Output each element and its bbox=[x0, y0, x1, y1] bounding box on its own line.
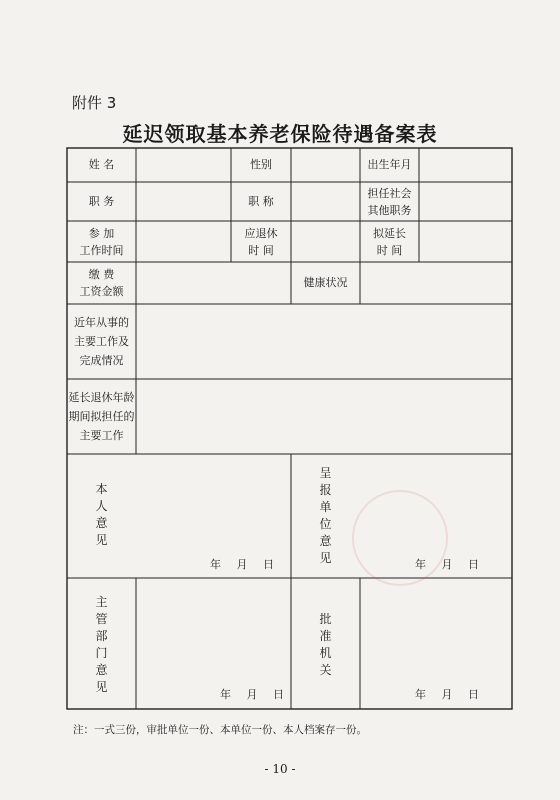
position-field[interactable] bbox=[136, 182, 231, 221]
birth-label: 出生年月 bbox=[367, 158, 412, 171]
title-field[interactable] bbox=[291, 182, 360, 221]
position-label: 职 务 bbox=[88, 194, 115, 208]
self-opinion-date: 年 月 日 bbox=[210, 558, 275, 571]
work-start-label: 参 加 工作时间 bbox=[79, 226, 124, 257]
social-role-label: 担任社会 其他职务 bbox=[367, 186, 412, 217]
social-role-field[interactable] bbox=[419, 182, 512, 221]
dept-opinion-field[interactable] bbox=[136, 578, 291, 678]
extend-time-field[interactable] bbox=[419, 221, 512, 262]
attachment-label: 附件 3 bbox=[72, 94, 117, 112]
approval-label: 批 准 机 关 bbox=[319, 612, 332, 677]
report-unit-label: 呈 报 单 位 意 见 bbox=[319, 466, 332, 565]
report-unit-field[interactable] bbox=[360, 454, 512, 554]
health-label: 健康状况 bbox=[303, 276, 348, 289]
extend-time-label: 拟延长 时 间 bbox=[373, 226, 406, 257]
footnote: 注：一式三份，审批单位一份、本单位一份、本人档案存一份。 bbox=[73, 724, 367, 736]
self-opinion-field[interactable] bbox=[136, 454, 291, 554]
retire-time-field[interactable] bbox=[291, 221, 360, 262]
name-label: 姓 名 bbox=[88, 158, 115, 171]
health-field[interactable] bbox=[360, 262, 512, 304]
extend-duty-label: 延长退休年龄 期间拟担任的 主要工作 bbox=[68, 391, 135, 442]
title-label: 职 称 bbox=[248, 194, 274, 208]
approval-date: 年 月 日 bbox=[415, 688, 480, 701]
work-start-field[interactable] bbox=[136, 221, 231, 262]
report-unit-date: 年 月 日 bbox=[415, 558, 480, 571]
recent-work-label: 近年从事的 主要工作及 完成情况 bbox=[74, 316, 129, 367]
gender-label: 性别 bbox=[250, 158, 272, 171]
gender-field[interactable] bbox=[291, 148, 360, 182]
self-opinion-label: 本 人 意 见 bbox=[95, 482, 108, 547]
birth-field[interactable] bbox=[419, 148, 512, 182]
salary-field[interactable] bbox=[136, 262, 291, 304]
extend-duty-field[interactable] bbox=[136, 379, 512, 454]
approval-field[interactable] bbox=[360, 578, 512, 678]
dept-opinion-date: 年 月 日 bbox=[220, 688, 285, 701]
name-field[interactable] bbox=[136, 148, 231, 182]
salary-label: 缴 费 工资金额 bbox=[79, 268, 124, 298]
dept-opinion-label: 主 管 部 门 意 见 bbox=[95, 595, 108, 694]
retire-time-label: 应退休 时 间 bbox=[244, 226, 278, 257]
page-title: 延迟领取基本养老保险待遇备案表 bbox=[122, 122, 438, 146]
recent-work-field[interactable] bbox=[136, 304, 512, 379]
page-number: - 10 - bbox=[264, 762, 296, 776]
